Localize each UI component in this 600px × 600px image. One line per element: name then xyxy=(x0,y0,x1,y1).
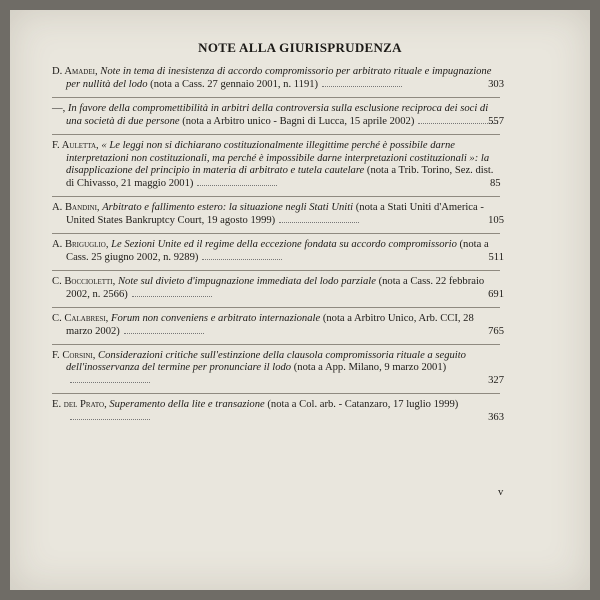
index-entry: F. Auletta, « Le leggi non si dichiarano costituzionalmente illegittime perché è possibile darne interpretazioni non costituzionali, ma perché è impossibile darne interpretazioni costituzionali »: la disapplicazione del principio in materia di arbitrato e tutela cautelare (nota a Trib. Torino, Sez. dist. di Chivasso, 21 maggio 2001) 85 xyxy=(52,140,500,198)
entry-author: —, xyxy=(52,102,66,114)
dot-leader xyxy=(70,382,150,383)
index-entry xyxy=(52,66,504,98)
dot-leader xyxy=(322,86,402,87)
entry-reference: (nota a Arbitro unico - Bagni di Lucca, 15 aprile 2002) xyxy=(182,115,415,127)
entry-title: In favore della compromettibilità in arbitri della controversia sulla esclusione reciproca dei soci di una società di due persone xyxy=(66,102,489,127)
book-page xyxy=(10,10,590,590)
entry-title: Forum non conveniens e arbitrato internazionale xyxy=(110,312,321,324)
index-entry xyxy=(52,102,504,135)
index-entry xyxy=(52,349,504,395)
entry-reference: (nota a Stati Uniti d'America - United States Bankruptcy Court, 19 agosto 1999) xyxy=(66,202,484,227)
entry-reference: (nota a Cass. 22 febbraio 2002, n. 2566) xyxy=(66,275,485,300)
entry-page: 303 xyxy=(488,78,504,90)
index-entry xyxy=(52,399,504,430)
entry-title: « Le leggi non si dichiarano costituzionalmente illegittime perché è possibile darne interpretazioni non costituzionali, ma perché è impossibile darne interpretazioni costituzionali »: la disapplicazione del principio in materia di arbitrato e tutela cautelare xyxy=(66,139,490,177)
index-entry xyxy=(52,202,504,234)
entry-author: A. Bandini, xyxy=(52,202,100,214)
index-list xyxy=(52,66,504,435)
entry-title: Arbitrato e fallimento estero: la situazione negli Stati Uniti xyxy=(102,202,354,214)
dot-leader xyxy=(132,296,212,297)
dot-leader xyxy=(70,419,150,420)
entry-page: 511 xyxy=(488,251,504,263)
index-entry xyxy=(52,239,504,271)
dot-leader xyxy=(418,123,498,124)
entry-page: 691 xyxy=(488,288,504,300)
entry-reference: (nota a App. Milano, 9 marzo 2001) xyxy=(293,362,447,374)
index-entry xyxy=(52,312,504,345)
dot-leader xyxy=(197,185,277,186)
entry-reference: (nota a Cass. 27 gennaio 2001, n. 1191) xyxy=(150,78,319,90)
entry-author: E. del Prato, xyxy=(52,399,107,411)
entry-page: 363 xyxy=(488,412,504,424)
entry-author: D. Amadei, xyxy=(52,66,98,77)
entry-title: Le Sezioni Unite ed il regime della eccezione fondata su accordo compromissorio xyxy=(111,239,457,251)
entry-page: 557 xyxy=(488,115,504,127)
entry-title: Considerazioni critiche sull'estinzione della clausola compromissoria rituale a seguito dell'inosservanza del termine per pronunciare il lodo xyxy=(66,349,466,374)
entry-page: 765 xyxy=(488,325,504,337)
entry-author: A. Briguglio, xyxy=(52,239,109,251)
entry-title: Superamento della lite e transazione xyxy=(109,399,265,411)
entry-reference: (nota a Col. arb. - Catanzaro, 17 luglio 1999) xyxy=(267,399,459,411)
entry-author: F. Auletta, xyxy=(52,139,99,151)
section-title: NOTE ALLA GIURISPRUDENZA xyxy=(198,40,402,55)
entry-reference: (nota a Trib. Torino, Sez. dist. di Chivasso, 21 maggio 2001) xyxy=(66,165,494,190)
entry-author: C. Boccioletti, xyxy=(52,275,116,287)
dot-leader xyxy=(202,259,282,260)
entry-page: 327 xyxy=(488,375,504,387)
dot-leader xyxy=(124,333,204,334)
entry-reference: (nota a Cass. 25 giugno 2002, n. 9289) xyxy=(66,239,489,263)
dot-leader xyxy=(279,222,359,223)
entry-author: C. Calabresi, xyxy=(52,312,109,324)
entry-page: 105 xyxy=(488,215,504,227)
index-entry xyxy=(52,275,504,308)
entry-title: Note sul divieto d'impugnazione immediata del lodo parziale xyxy=(117,275,376,287)
entry-reference: (nota a Arbitro Unico, Arb. CCI, 28 marzo 2002) xyxy=(66,312,474,337)
page-number: v xyxy=(498,487,504,498)
entry-author: F. Corsini, xyxy=(52,349,96,361)
entry-title: Note in tema di inesistenza di accordo compromissorio per arbitrato rituale e impugnazione per nullità del lodo xyxy=(66,66,492,90)
